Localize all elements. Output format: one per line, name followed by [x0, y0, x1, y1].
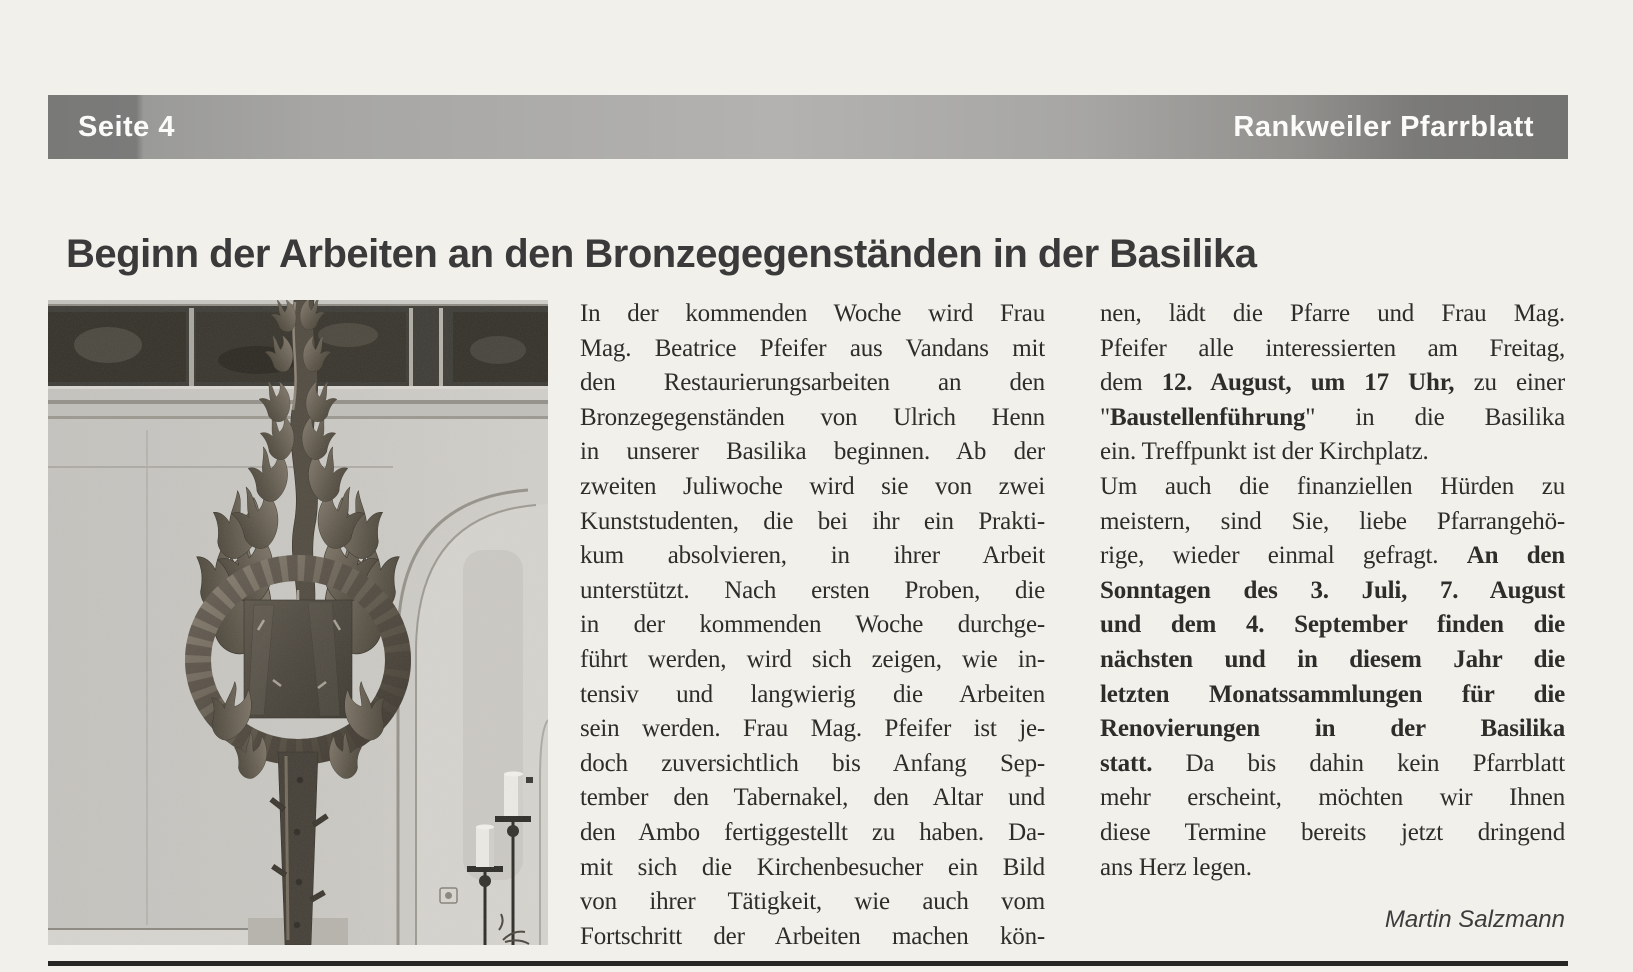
text-line: mehr erscheint, möchten wir Ihnen — [1100, 784, 1565, 812]
text-line: ein. Treffpunkt ist der Kirchplatz. — [1100, 438, 1429, 466]
bronze-sculpture-photo — [48, 300, 548, 945]
text-line: unterstützt. Nach ersten Proben, die — [580, 576, 1045, 604]
text-line: Sonntagen des 3. Juli, 7. August — [1100, 576, 1565, 604]
text-line: "Baustellenführung" in die Basilika — [1100, 403, 1565, 431]
text-line: kum absolvieren, in ihrer Arbeit — [580, 542, 1045, 570]
article-photo — [48, 300, 548, 945]
text-line: den Ambo fertiggestellt zu haben. Da- — [580, 818, 1045, 846]
text-line: sein werden. Frau Mag. Pfeifer ist je- — [580, 715, 1045, 743]
text-line: von ihrer Tätigkeit, wie auch vom — [580, 888, 1045, 916]
text-line: Pfeifer alle interessierten am Freitag, — [1100, 334, 1565, 362]
text-line: Um auch die finanziellen Hürden zu — [1100, 472, 1565, 500]
text-line: in unserer Basilika beginnen. Ab der — [580, 438, 1045, 466]
publication-title: Rankweiler Pfarrblatt — [1233, 110, 1534, 143]
text-line: meistern, sind Sie, liebe Pfarrangehö- — [1100, 507, 1565, 535]
text-line: rige, wieder einmal gefragt. An den — [1100, 542, 1565, 570]
text-line: letzten Monatssammlungen für die — [1100, 680, 1565, 708]
text-line: nen, lädt die Pfarre und Frau Mag. — [1100, 300, 1565, 327]
bottom-rule — [48, 961, 1568, 966]
page-number-label: Seite 4 — [78, 110, 175, 143]
text-line: Renovierungen in der Basilika — [1100, 715, 1565, 743]
page-header-bar — [48, 95, 1568, 159]
text-line: nächsten und in diesem Jahr die — [1100, 645, 1565, 673]
text-line: tember den Tabernakel, den Altar und — [580, 784, 1045, 812]
text-line: führt werden, wird sich zeigen, wie in- — [580, 645, 1045, 673]
text-line: tensiv und langwierig die Arbeiten — [580, 680, 1045, 708]
text-line: Bronzegegenständen von Ulrich Henn — [580, 403, 1045, 431]
text-line: Mag. Beatrice Pfeifer aus Vandans mit — [580, 334, 1045, 362]
text-line: zweiten Juliwoche wird sie von zwei — [580, 472, 1045, 500]
text-line: diese Termine bereits jetzt dringend — [1100, 818, 1565, 846]
text-line: Kunststudenten, die bei ihr ein Prakti- — [580, 507, 1045, 535]
text-line: und dem 4. September finden die — [1100, 611, 1565, 639]
article-headline: Beginn der Arbeiten an den Bronzegegenständen in der Basilika — [66, 232, 1257, 276]
text-line: mit sich die Kirchenbesucher ein Bild — [580, 853, 1045, 881]
article-column-2 — [1100, 297, 1565, 885]
text-line: in der kommenden Woche durchge- — [580, 611, 1045, 639]
text-line: dem 12. August, um 17 Uhr, zu einer — [1100, 369, 1565, 397]
text-line: statt. Da bis dahin kein Pfarrblatt — [1100, 749, 1565, 777]
text-line: In der kommenden Woche wird Frau — [580, 300, 1045, 327]
text-line: ans Herz legen. — [1100, 853, 1252, 881]
text-line: den Restaurierungsarbeiten an den — [580, 369, 1045, 397]
text-line: doch zuversichtlich bis Anfang Sep- — [580, 749, 1045, 777]
author-signature: Martin Salzmann — [1384, 906, 1565, 933]
text-line: Fortschritt der Arbeiten machen kön- — [580, 922, 1045, 950]
article-column-1 — [580, 297, 1045, 954]
